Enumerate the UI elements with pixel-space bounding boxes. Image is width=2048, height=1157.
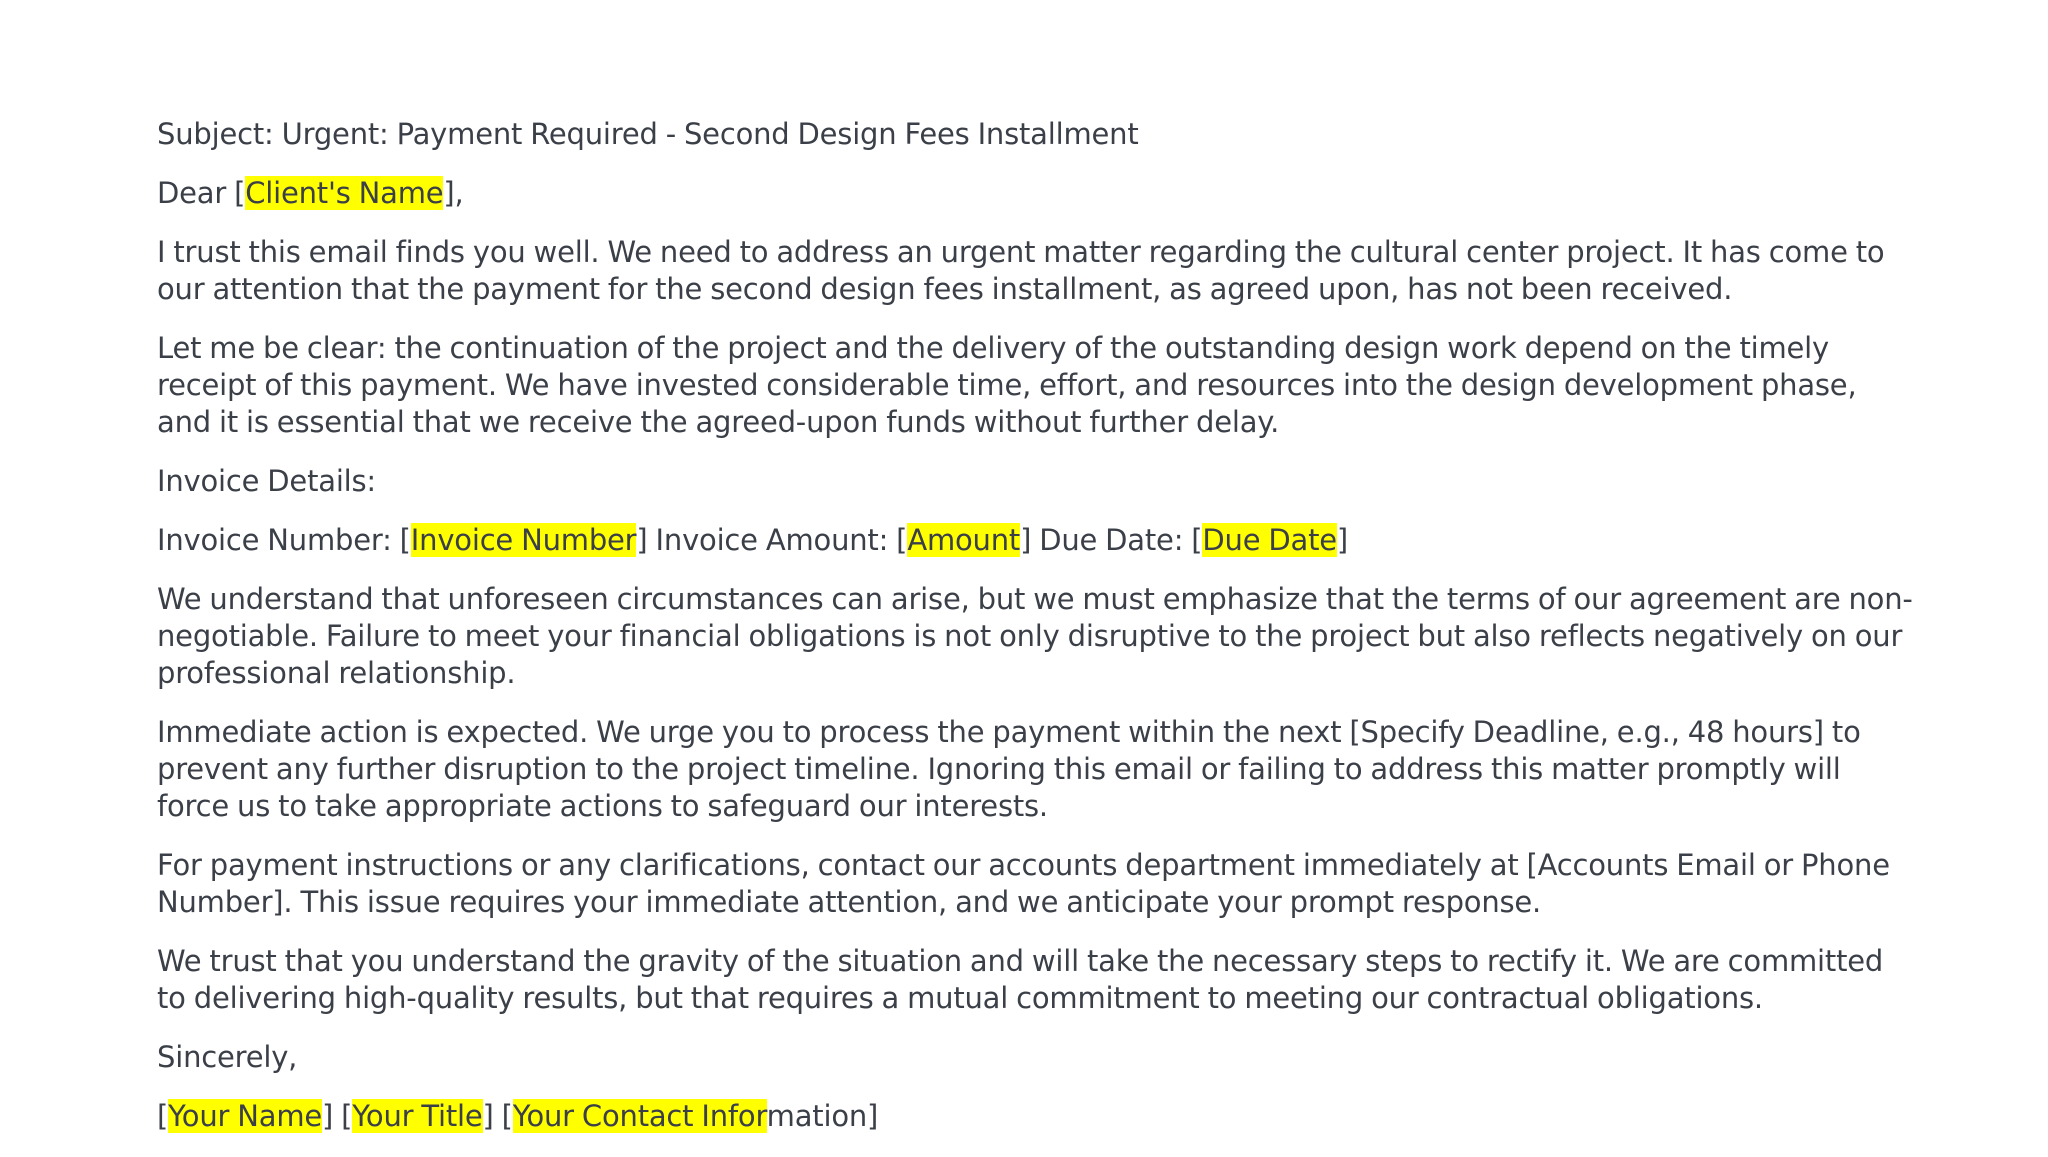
- due-date-label: ] Due Date: [: [1020, 523, 1203, 557]
- email-greeting: [157, 175, 1917, 212]
- paragraph-terms: We understand that unforeseen circumstances can arise, but we must emphasize that the terms of our agreement are non-negotiable. Failure to meet your financial obligations is not only disruptive to the project but also reflects negatively on our professional relationship.: [157, 582, 1913, 690]
- email-signature: [157, 1098, 1917, 1135]
- invoice-details-line: [157, 522, 1917, 559]
- invoice-number-placeholder: Invoice Number: [410, 523, 637, 557]
- due-date-placeholder: Due Date: [1202, 523, 1337, 557]
- greeting-suffix: ],: [443, 176, 464, 210]
- paragraph-contact: For payment instructions or any clarifications, contact our accounts department immediately at [Accounts Email or Phone Number]. This issue requires your immediate attention, and we anticipate your prompt response.: [157, 848, 1890, 919]
- contact-info-placeholder-rest: mation]: [766, 1099, 879, 1133]
- paragraph-intro: I trust this email finds you well. We need to address an urgent matter regarding the cultural center project. It has come to our attention that the payment for the second design fees installment, as agreed upon, has not been received.: [157, 235, 1885, 306]
- invoice-details-heading: Invoice Details:: [157, 464, 377, 498]
- paragraph-action: Immediate action is expected. We urge you to process the payment within the next [Specify Deadline, e.g., 48 hours] to prevent any further disruption to the project timeline. Ignoring this email or failing to address this matter promptly will force us to take appropriate actions to safeguard our interests.: [157, 715, 1861, 823]
- your-title-placeholder: Your Title: [352, 1099, 483, 1133]
- invoice-amount-label: ] Invoice Amount: [: [636, 523, 908, 557]
- email-subject: Subject: Urgent: Payment Required - Second Design Fees Installment: [157, 117, 1139, 151]
- signature-separator-1: ] [: [322, 1099, 353, 1133]
- client-name-placeholder: Client's Name: [245, 176, 444, 210]
- signature-separator-2: ] [: [482, 1099, 513, 1133]
- invoice-amount-placeholder: Amount: [907, 523, 1021, 557]
- greeting-prefix: Dear [: [157, 176, 246, 210]
- signature-bracket-open: [: [157, 1099, 169, 1133]
- invoice-number-label: Invoice Number: [: [157, 523, 411, 557]
- email-document: [157, 116, 1917, 1157]
- your-name-placeholder: Your Name: [168, 1099, 323, 1133]
- paragraph-clarity: Let me be clear: the continuation of the project and the delivery of the outstanding design work depend on the timely receipt of this payment. We have invested considerable time, effort, and resources into the design development phase, and it is essential that we receive the agreed-upon funds without further delay.: [157, 331, 1857, 439]
- paragraph-commitment: We trust that you understand the gravity of the situation and will take the necessary steps to rectify it. We are committed to delivering high-quality results, but that requires a mutual commitment to meeting our contractual obligations.: [157, 944, 1884, 1015]
- email-closing: Sincerely,: [157, 1040, 298, 1074]
- due-date-suffix: ]: [1336, 523, 1349, 557]
- contact-info-placeholder-highlighted: Your Contact Infor: [512, 1099, 767, 1133]
